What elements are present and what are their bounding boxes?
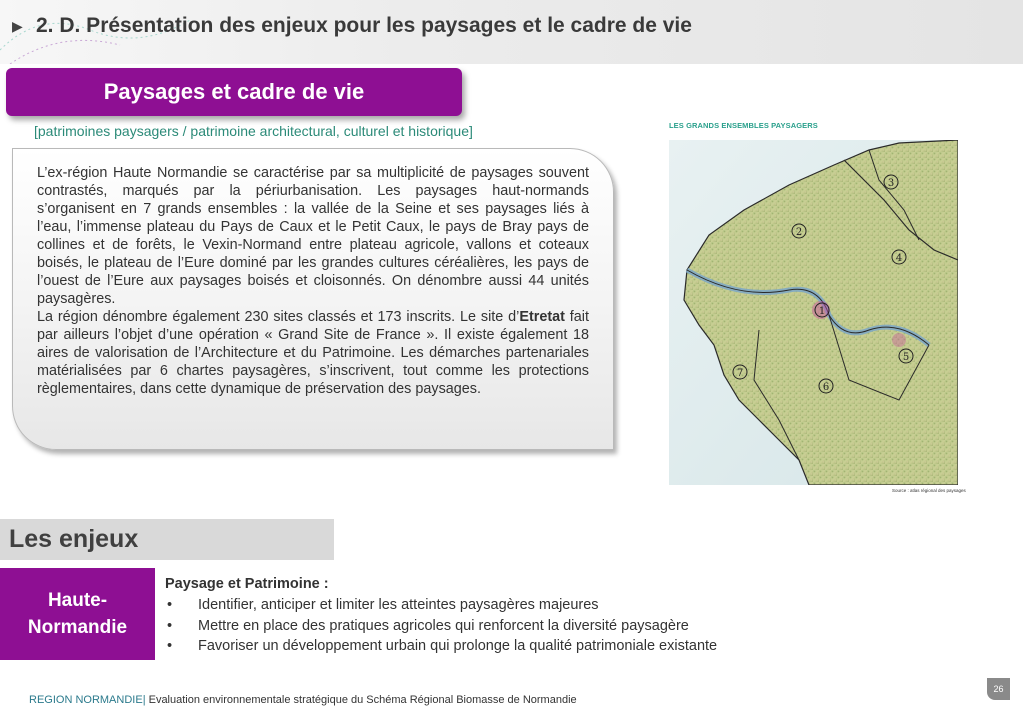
list-item: • Mettre en place des pratiques agricoles qui renforcent la diversité paysagère [165, 616, 985, 637]
enjeux-list [165, 595, 985, 657]
description-box [12, 148, 614, 450]
footer-text: Evaluation environnementale stratégique du Schéma Régional Biomasse de Normandie [145, 694, 577, 706]
enjeux-body [165, 576, 985, 657]
etretat-bold: Etretat [519, 309, 565, 325]
map-label-7: 7 [736, 368, 744, 379]
enjeux-heading-band [0, 519, 334, 560]
description-paragraph-2 [37, 308, 589, 398]
section-pill: Paysages et cadre de vie [6, 68, 462, 116]
map-source: Source : atlas régional des paysages [892, 488, 966, 493]
region-line-2: Normandie [27, 617, 128, 638]
footer-separator: | [142, 694, 146, 706]
description-paragraph-1: L’ex-région Haute Normandie se caractérise par sa multiplicité de paysages souvent contrastés, marqués par la périurbanisation. Les paysages haut-normands s’organisent en 7 grands ensembles : la vallée de la Seine et ses paysages liés à l’eau, l’immense plateau du Pays de Caux et le Petit Caux, le pays de Bray pays de collines et de forêts, le Vexin-Normand entre plateau agricole, vallons et coteaux boisés, le plateau de l’Eure dominé par les grandes cultures céréalières, les pays de l’ouest de l’Eure aux paysages boisés et cloisonnés. On dénombre aussi 44 unités paysagères. [37, 165, 589, 307]
region-line-1: Haute- [47, 590, 108, 611]
page-number: 26 [987, 678, 1010, 700]
region-box [0, 568, 155, 660]
description-text [37, 164, 589, 398]
map-label-5: 5 [902, 352, 910, 363]
map-label-4: 4 [895, 253, 903, 264]
map-label-2: 2 [795, 227, 803, 238]
page-title: 2. D. Présentation des enjeux pour les paysages et le cadre de vie [36, 14, 692, 37]
enjeux-heading: Les enjeux [9, 525, 139, 553]
paragraph-2-end: fait par ailleurs l’objet d’une opération « Grand Site de France ». Il existe également 18 aires de valorisation de l’Architecture et du Patrimoine. Les démarches partenariales matérialisées par 6 chartes paysagères, s’inscrivent, tout comme les protections règlementaires, dans cette dynamique de préservation des paysages. [37, 309, 589, 397]
list-item: • Favoriser un développement urbain qui prolonge la qualité patrimoniale existante [165, 636, 985, 657]
footer-brand: REGION NORMANDIE [29, 694, 143, 706]
footer [29, 694, 577, 706]
enjeux-title: Paysage et Patrimoine : [165, 576, 329, 592]
title-arrow-icon: ▶ [12, 18, 23, 34]
paragraph-2-start: La région dénombre également 230 sites classés et 173 inscrits. Le site d’ [37, 309, 520, 325]
map-label-3: 3 [887, 178, 895, 189]
map-title: LES GRANDS ENSEMBLES PAYSAGERS [669, 121, 818, 130]
vernon-urban [892, 333, 906, 347]
landscape-map [669, 140, 958, 485]
section-subtitle: [patrimoines paysagers / patrimoine architectural, culturel et historique] [34, 123, 473, 139]
map-label-6: 6 [822, 382, 830, 393]
map-label-1: 1 [818, 306, 826, 317]
list-item: • Identifier, anticiper et limiter les atteintes paysagères majeures [165, 595, 985, 616]
